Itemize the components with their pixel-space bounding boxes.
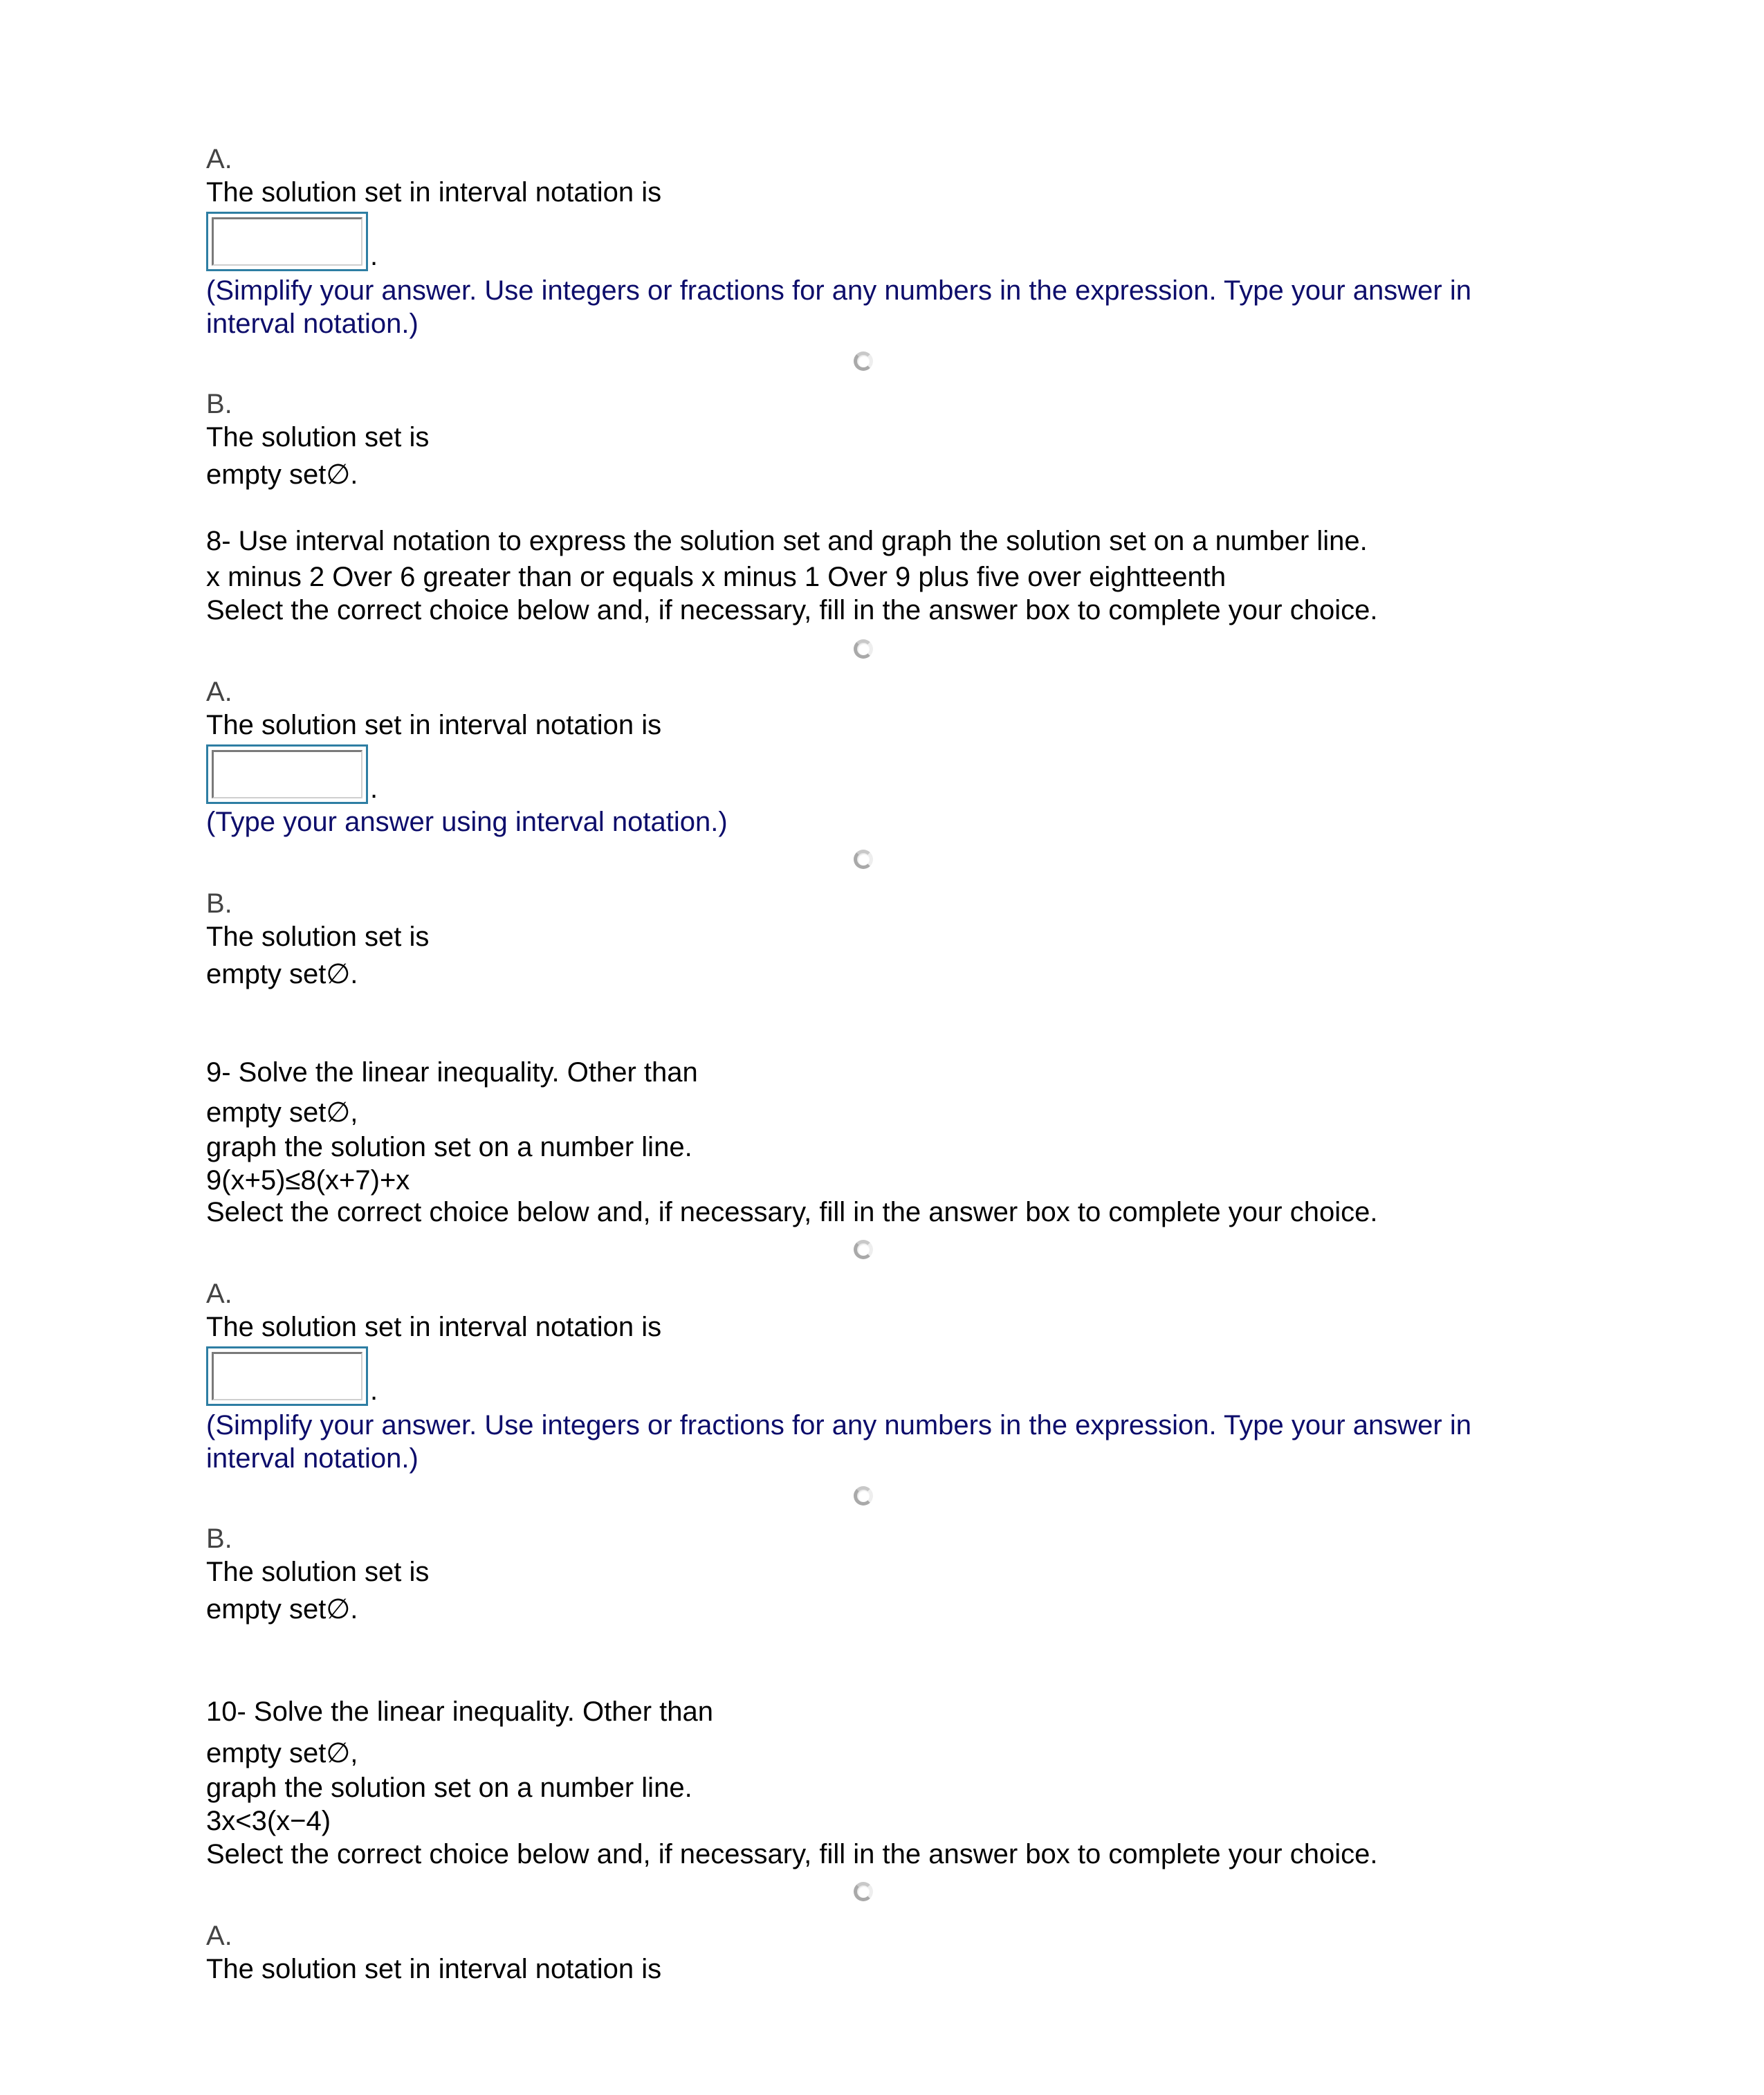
- q7-choice-a-label: A.: [206, 144, 232, 174]
- q9-choice-b-label: B.: [206, 1524, 232, 1554]
- q9-expression: 9(x+5)≤8(x+7)+x: [206, 1165, 410, 1196]
- q7-choice-b-label: B.: [206, 389, 232, 419]
- q9-answer-period: .: [370, 1375, 378, 1406]
- q10-choice-a-text: The solution set in interval notation is: [206, 1954, 662, 1984]
- q10-choice-a-radio[interactable]: [854, 1882, 873, 1901]
- q8-hint: (Type your answer using interval notation.): [206, 807, 728, 837]
- q10-graph-instruction: graph the solution set on a number line.: [206, 1773, 692, 1803]
- q7-choice-a-text: The solution set in interval notation is: [206, 177, 662, 208]
- q7-choice-b-empty-set: empty set∅.: [206, 459, 358, 490]
- q8-expression: x minus 2 Over 6 greater than or equals x minus 1 Over 9 plus five over eightteenth: [206, 562, 1226, 592]
- q10-expression: 3x<3(x−4): [206, 1806, 331, 1836]
- q8-choice-b-radio[interactable]: [854, 850, 873, 869]
- q9-choice-a-text: The solution set in interval notation is: [206, 1312, 662, 1342]
- q9-hint-line1: (Simplify your answer. Use integers or fractions for any numbers in the expression. Type your answer in: [206, 1410, 1471, 1440]
- q9-hint-line2: interval notation.): [206, 1443, 419, 1474]
- q9-instruction: Select the correct choice below and, if necessary, fill in the answer box to complete your choice.: [206, 1197, 1378, 1227]
- q8-choice-b-text: The solution set is: [206, 922, 430, 952]
- q9-graph-instruction: graph the solution set on a number line.: [206, 1132, 692, 1162]
- q9-empty-set: empty set∅,: [206, 1097, 358, 1128]
- q8-choice-a-radio[interactable]: [854, 639, 873, 659]
- q8-instruction: Select the correct choice below and, if necessary, fill in the answer box to complete your choice.: [206, 595, 1378, 625]
- q7-choice-b-text: The solution set is: [206, 422, 430, 452]
- q8-choice-a-text: The solution set in interval notation is: [206, 710, 662, 740]
- q10-choice-a-label: A.: [206, 1921, 232, 1951]
- q8-choice-b-label: B.: [206, 888, 232, 919]
- q9-choice-a-radio[interactable]: [854, 1240, 873, 1259]
- q8-answer-period: .: [370, 774, 378, 804]
- q9-choice-a-label: A.: [206, 1279, 232, 1309]
- q10-prompt: 10- Solve the linear inequality. Other than: [206, 1696, 714, 1727]
- q7-choice-b-radio[interactable]: [854, 351, 873, 371]
- q10-empty-set: empty set∅,: [206, 1738, 358, 1768]
- q9-choice-b-radio[interactable]: [854, 1486, 873, 1506]
- q9-choice-b-text: The solution set is: [206, 1557, 430, 1587]
- q7-hint-line2: interval notation.): [206, 309, 419, 339]
- q8-prompt: 8- Use interval notation to express the solution set and graph the solution set on a number line.: [206, 526, 1368, 556]
- q8-choice-b-empty-set: empty set∅.: [206, 959, 358, 989]
- q10-instruction: Select the correct choice below and, if necessary, fill in the answer box to complete your choice.: [206, 1839, 1378, 1869]
- q9-answer-input[interactable]: [206, 1346, 368, 1406]
- q8-answer-input[interactable]: [206, 744, 368, 804]
- q7-answer-input[interactable]: [206, 212, 368, 271]
- q7-answer-period: .: [370, 241, 378, 271]
- q7-hint-line1: (Simplify your answer. Use integers or fractions for any numbers in the expression. Type your answer in: [206, 275, 1471, 306]
- q9-prompt: 9- Solve the linear inequality. Other than: [206, 1057, 698, 1088]
- q8-choice-a-label: A.: [206, 677, 232, 707]
- q9-choice-b-empty-set: empty set∅.: [206, 1594, 358, 1625]
